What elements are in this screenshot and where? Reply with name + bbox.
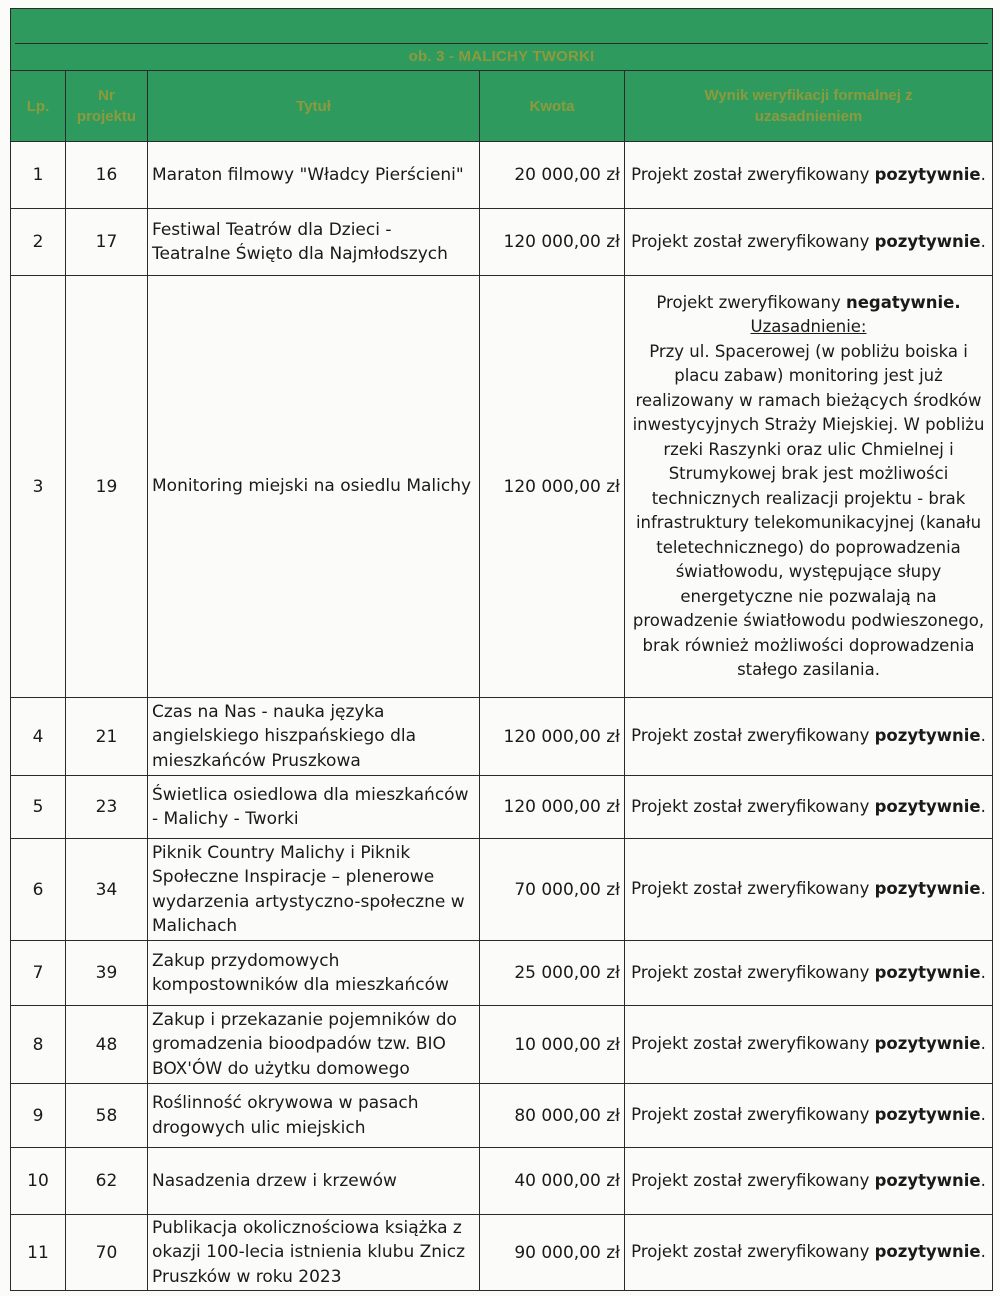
cell-result: Projekt został zweryfikowany pozytywnie. xyxy=(625,209,993,276)
cell-amount: 90 000,00 zł xyxy=(480,1215,625,1291)
cell-nr: 48 xyxy=(66,1006,148,1084)
cell-result: Projekt został zweryfikowany pozytywnie. xyxy=(625,1148,993,1215)
cell-lp: 6 xyxy=(11,839,66,941)
cell-result: Projekt został zweryfikowany pozytywnie. xyxy=(625,698,993,776)
result-word: pozytywnie xyxy=(874,796,981,816)
cell-nr: 16 xyxy=(66,142,148,209)
header-nr-line2: projektu xyxy=(76,108,137,125)
table-row xyxy=(11,776,993,839)
cell-result: Projekt został zweryfikowany pozytywnie. xyxy=(625,941,993,1006)
cell-amount: 80 000,00 zł xyxy=(480,1084,625,1148)
table-row xyxy=(11,1084,993,1148)
cell-lp: 9 xyxy=(11,1084,66,1148)
result-word: pozytywnie xyxy=(874,1034,981,1054)
cell-title: Maraton filmowy "Władcy Pierścieni" xyxy=(148,142,480,209)
table-row xyxy=(11,276,993,698)
cell-amount: 40 000,00 zł xyxy=(480,1148,625,1215)
header-row xyxy=(11,71,993,142)
cell-title: Nasadzenia drzew i krzewów xyxy=(148,1148,480,1215)
cell-result: Projekt został zweryfikowany pozytywnie. xyxy=(625,142,993,209)
header-amount: Kwota xyxy=(480,71,625,142)
cell-title: Zakup przydomowych kompostowników dla mieszkańców xyxy=(148,941,480,1006)
header-result xyxy=(625,71,993,142)
result-negative-prefix: Projekt zweryfikowany xyxy=(656,292,841,312)
cell-lp: 4 xyxy=(11,698,66,776)
result-prefix: Projekt został zweryfikowany xyxy=(631,231,870,251)
cell-result: Projekt został zweryfikowany pozytywnie. xyxy=(625,776,993,839)
cell-title: Piknik Country Malichy i Piknik Społeczne Inspiracje – plenerowe wydarzenia artystyczno-społeczne w Malichach xyxy=(148,839,480,941)
cell-title: Czas na Nas - nauka języka angielskiego hiszpańskiego dla mieszkańców Pruszkowa xyxy=(148,698,480,776)
result-word: pozytywnie xyxy=(874,962,981,982)
cell-nr: 58 xyxy=(66,1084,148,1148)
result-prefix: Projekt został zweryfikowany xyxy=(631,1242,870,1262)
result-word: pozytywnie xyxy=(874,879,981,899)
cell-lp: 8 xyxy=(11,1006,66,1084)
cell-title: Świetlica osiedlowa dla mieszkańców - Malichy - Tworki xyxy=(148,776,480,839)
cell-title: Festiwal Teatrów dla Dzieci - Teatralne Święto dla Najmłodszych xyxy=(148,209,480,276)
result-prefix: Projekt został zweryfikowany xyxy=(631,1034,870,1054)
header-nr xyxy=(66,71,148,142)
header-result-line2: uzasadnieniem xyxy=(754,108,863,125)
cell-lp: 10 xyxy=(11,1148,66,1215)
cell-lp: 2 xyxy=(11,209,66,276)
cell-result: Projekt został zweryfikowany pozytywnie. xyxy=(625,839,993,941)
section-title-cell xyxy=(11,9,993,71)
result-word: pozytywnie xyxy=(874,231,981,251)
cell-title: Monitoring miejski na osiedlu Malichy xyxy=(148,276,480,698)
table-row xyxy=(11,1006,993,1084)
cell-nr: 62 xyxy=(66,1148,148,1215)
section-title-row xyxy=(11,9,993,71)
cell-result: Projekt został zweryfikowany pozytywnie. xyxy=(625,1084,993,1148)
cell-nr: 23 xyxy=(66,776,148,839)
result-prefix: Projekt został zweryfikowany xyxy=(631,962,870,982)
justification-label: Uzasadnienie: xyxy=(750,317,867,336)
header-lp: Lp. xyxy=(11,71,66,142)
cell-result: Projekt został zweryfikowany pozytywnie. xyxy=(625,1215,993,1291)
cell-lp: 1 xyxy=(11,142,66,209)
cell-nr: 34 xyxy=(66,839,148,941)
cell-amount: 10 000,00 zł xyxy=(480,1006,625,1084)
result-prefix: Projekt został zweryfikowany xyxy=(631,879,870,899)
cell-nr: 70 xyxy=(66,1215,148,1291)
justification-text: Przy ul. Spacerowej (w pobliżu boiska i placu zabaw) monitoring jest już realizowany w ramach bieżących środków inwestycyjnych Straży Miejskiej. W pobliżu rzeki Raszynki oraz ulic Chmielnej i Strumykowej brak jest możliwości technicznych realizacji projektu - brak infrastruktury telekomunikacyjnej (kanału teletechnicznego) do poprowadzenia światłowodu, występujące słupy energetyczne nie pozwalają na prowadzenie światłowodu podwieszonego, brak również możliwości doprowadzenia stałego zasilania. xyxy=(632,341,985,679)
table-row xyxy=(11,839,993,941)
cell-amount: 120 000,00 zł xyxy=(480,698,625,776)
cell-amount: 25 000,00 zł xyxy=(480,941,625,1006)
cell-amount: 120 000,00 zł xyxy=(480,776,625,839)
table-row xyxy=(11,1215,993,1291)
result-prefix: Projekt został zweryfikowany xyxy=(631,1105,870,1125)
result-word: pozytywnie xyxy=(874,1170,981,1190)
result-word: pozytywnie xyxy=(874,1242,981,1262)
result-negative-word: negatywnie. xyxy=(845,292,961,312)
result-prefix: Projekt został zweryfikowany xyxy=(631,1170,870,1190)
table-row xyxy=(11,142,993,209)
cell-amount: 120 000,00 zł xyxy=(480,209,625,276)
cell-amount: 70 000,00 zł xyxy=(480,839,625,941)
verification-table xyxy=(10,8,993,1291)
table-row xyxy=(11,209,993,276)
cell-title: Zakup i przekazanie pojemników do gromadzenia bioodpadów tzw. BIO BOX'ÓW do użytku domowego xyxy=(148,1006,480,1084)
result-word: pozytywnie xyxy=(874,726,981,746)
cell-nr: 19 xyxy=(66,276,148,698)
result-word: pozytywnie xyxy=(874,164,981,184)
cell-title: Publikacja okolicznościowa książka z okazji 100-lecia istnienia klubu Znicz Pruszków w roku 2023 xyxy=(148,1215,480,1291)
cell-lp: 5 xyxy=(11,776,66,839)
cell-nr: 21 xyxy=(66,698,148,776)
table-row xyxy=(11,941,993,1006)
result-prefix: Projekt został zweryfikowany xyxy=(631,796,870,816)
cell-result: Projekt został zweryfikowany pozytywnie. xyxy=(625,1006,993,1084)
section-title: ob. 3 - MALICHY TWORKI xyxy=(15,43,988,70)
table-row xyxy=(11,698,993,776)
cell-title: Roślinność okrywowa w pasach drogowych ulic miejskich xyxy=(148,1084,480,1148)
result-word: pozytywnie xyxy=(874,1105,981,1125)
cell-lp: 3 xyxy=(11,276,66,698)
cell-lp: 7 xyxy=(11,941,66,1006)
table-row xyxy=(11,1148,993,1215)
header-title: Tytuł xyxy=(148,71,480,142)
cell-amount: 20 000,00 zł xyxy=(480,142,625,209)
cell-nr: 39 xyxy=(66,941,148,1006)
header-result-line1: Wynik weryfikacji formalnej z xyxy=(704,87,913,104)
cell-nr: 17 xyxy=(66,209,148,276)
header-nr-line1: Nr xyxy=(98,87,115,104)
cell-amount: 120 000,00 zł xyxy=(480,276,625,698)
cell-lp: 11 xyxy=(11,1215,66,1291)
result-prefix: Projekt został zweryfikowany xyxy=(631,726,870,746)
result-prefix: Projekt został zweryfikowany xyxy=(631,164,870,184)
cell-result-negative xyxy=(625,276,993,698)
